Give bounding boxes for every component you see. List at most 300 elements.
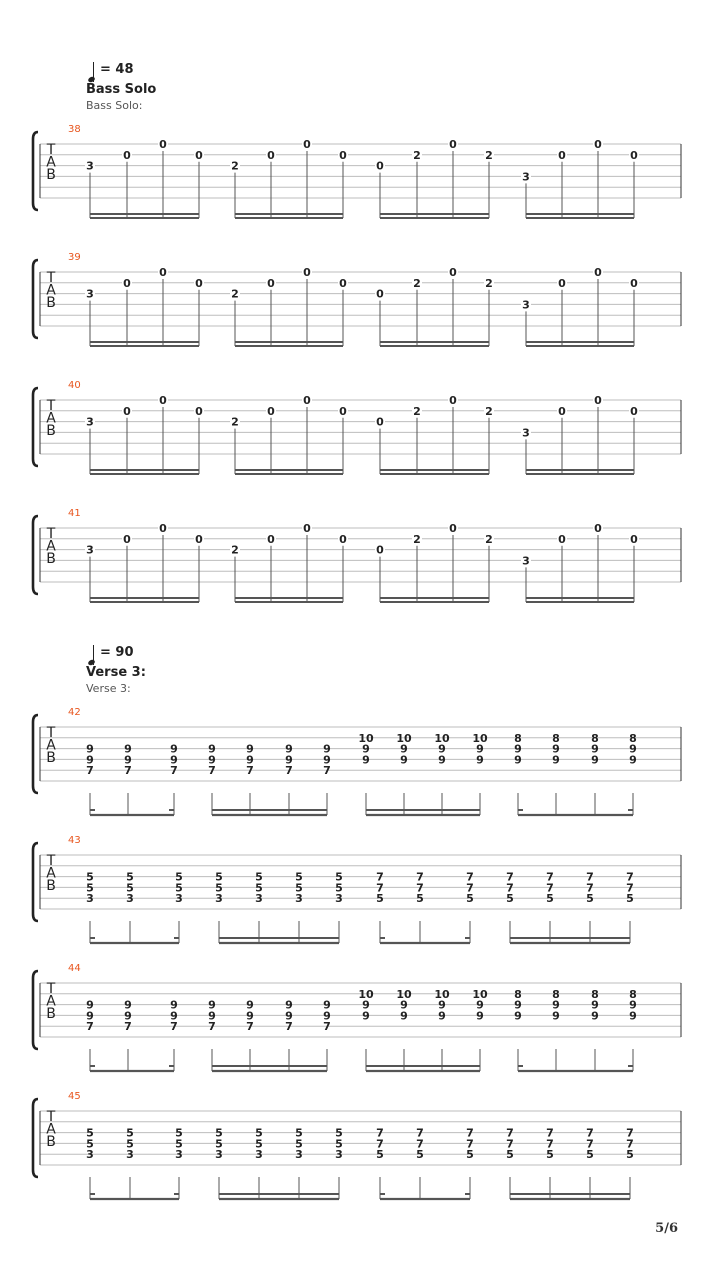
beam-group bbox=[208, 743, 331, 815]
fret-number: 7 bbox=[170, 764, 178, 778]
fret-number: 5 bbox=[295, 881, 303, 895]
fret-number: 9 bbox=[438, 753, 446, 767]
fret-number: 7 bbox=[208, 764, 216, 778]
fret-number: 3 bbox=[522, 554, 530, 568]
beam-group bbox=[86, 871, 183, 943]
fret-number: 3 bbox=[126, 1148, 134, 1162]
beam-group bbox=[86, 1127, 183, 1199]
beam-group bbox=[230, 138, 348, 218]
beam-group bbox=[86, 743, 178, 815]
fret-number: 3 bbox=[175, 1148, 183, 1162]
fret-number: 5 bbox=[86, 1137, 94, 1151]
beam-group bbox=[375, 266, 494, 346]
fret-number: 3 bbox=[255, 892, 263, 906]
fret-number: 9 bbox=[323, 753, 331, 767]
fret-number: 9 bbox=[362, 1009, 370, 1023]
fret-number: 3 bbox=[86, 415, 94, 429]
fret-number: 9 bbox=[124, 1009, 132, 1023]
system-bracket bbox=[33, 1099, 38, 1177]
fret-number: 7 bbox=[416, 1137, 424, 1151]
fret-number: 3 bbox=[215, 1148, 223, 1162]
section-title: Verse 3: bbox=[86, 665, 146, 680]
fret-number: 3 bbox=[522, 426, 530, 440]
fret-number: 7 bbox=[124, 1020, 132, 1034]
fret-number: 9 bbox=[124, 753, 132, 767]
fret-number: 7 bbox=[466, 870, 474, 884]
fret-number: 5 bbox=[416, 892, 424, 906]
fret-number: 9 bbox=[86, 998, 94, 1012]
fret-number: 9 bbox=[591, 753, 599, 767]
fret-number: 9 bbox=[514, 998, 522, 1012]
fret-number: 9 bbox=[400, 753, 408, 767]
system-bracket bbox=[33, 715, 38, 793]
fret-number: 0 bbox=[303, 266, 311, 279]
fret-number: 0 bbox=[376, 287, 384, 301]
fret-number: 9 bbox=[362, 742, 370, 756]
beam-group bbox=[208, 999, 331, 1071]
fret-number: 0 bbox=[339, 148, 347, 162]
beam-group bbox=[85, 138, 204, 218]
fret-number: 5 bbox=[175, 870, 183, 884]
fret-number: 10 bbox=[358, 987, 374, 1001]
fret-number: 9 bbox=[552, 998, 560, 1012]
tab-clef-letter: A bbox=[46, 154, 56, 171]
fret-number: 7 bbox=[376, 881, 384, 895]
fret-number: 3 bbox=[86, 287, 94, 301]
tab-system bbox=[33, 380, 681, 474]
tab-clef-letter: B bbox=[46, 750, 56, 766]
fret-number: 9 bbox=[476, 1009, 484, 1023]
fret-number: 7 bbox=[586, 881, 594, 895]
fret-number: 0 bbox=[123, 276, 131, 290]
fret-number: 7 bbox=[506, 1137, 514, 1151]
fret-number: 0 bbox=[123, 148, 131, 162]
beam-group bbox=[215, 871, 343, 943]
fret-number: 7 bbox=[626, 881, 634, 895]
beam-group bbox=[358, 732, 488, 815]
fret-number: 9 bbox=[552, 742, 560, 756]
fret-number: 5 bbox=[126, 870, 134, 884]
fret-number: 9 bbox=[476, 742, 484, 756]
fret-number: 0 bbox=[195, 148, 203, 162]
fret-number: 0 bbox=[159, 266, 167, 279]
tab-clef-letter: T bbox=[46, 142, 56, 158]
fret-number: 9 bbox=[246, 742, 254, 756]
beam-group bbox=[514, 988, 637, 1071]
fret-number: 3 bbox=[86, 543, 94, 557]
tab-system bbox=[33, 508, 681, 602]
fret-number: 7 bbox=[86, 1020, 94, 1034]
beam-group bbox=[85, 522, 204, 602]
fret-number: 7 bbox=[285, 1020, 293, 1034]
fret-number: 9 bbox=[208, 742, 216, 756]
fret-number: 9 bbox=[514, 1009, 522, 1023]
fret-number: 10 bbox=[472, 731, 488, 745]
fret-number: 0 bbox=[558, 276, 566, 290]
tab-clef-letter: A bbox=[46, 737, 56, 754]
fret-number: 3 bbox=[255, 1148, 263, 1162]
fret-number: 9 bbox=[170, 998, 178, 1012]
beam-group bbox=[521, 394, 639, 474]
fret-number: 0 bbox=[339, 532, 347, 546]
fret-number: 9 bbox=[591, 1009, 599, 1023]
beam-group bbox=[230, 266, 348, 346]
fret-number: 0 bbox=[267, 532, 275, 546]
fret-number: 5 bbox=[335, 870, 343, 884]
beam-group bbox=[521, 522, 639, 602]
fret-number: 9 bbox=[476, 998, 484, 1012]
fret-number: 7 bbox=[208, 1020, 216, 1034]
tab-clef-letter: A bbox=[46, 993, 56, 1010]
fret-number: 9 bbox=[362, 753, 370, 767]
beam-group bbox=[375, 394, 494, 474]
fret-number: 5 bbox=[546, 892, 554, 906]
fret-number: 8 bbox=[552, 731, 560, 745]
fret-number: 9 bbox=[170, 742, 178, 756]
fret-number: 9 bbox=[86, 1009, 94, 1023]
fret-number: 5 bbox=[295, 1126, 303, 1140]
fret-number: 5 bbox=[335, 1126, 343, 1140]
fret-number: 0 bbox=[159, 522, 167, 535]
fret-number: 10 bbox=[434, 731, 450, 745]
tab-clef-letter: B bbox=[46, 1134, 56, 1150]
fret-number: 9 bbox=[208, 1009, 216, 1023]
fret-number: 0 bbox=[376, 415, 384, 429]
fret-number: 8 bbox=[514, 987, 522, 1001]
fret-number: 7 bbox=[506, 870, 514, 884]
fret-number: 9 bbox=[438, 1009, 446, 1023]
fret-number: 5 bbox=[86, 870, 94, 884]
fret-number: 0 bbox=[303, 394, 311, 407]
fret-number: 3 bbox=[86, 892, 94, 906]
fret-number: 5 bbox=[376, 892, 384, 906]
tab-clef-letter: T bbox=[46, 853, 56, 869]
tab-clef-letter: B bbox=[46, 878, 56, 894]
fret-number: 9 bbox=[170, 1009, 178, 1023]
fret-number: 7 bbox=[546, 1126, 554, 1140]
beam-group bbox=[376, 871, 474, 943]
tab-clef-letter: B bbox=[46, 1006, 56, 1022]
fret-number: 5 bbox=[86, 1126, 94, 1140]
fret-number: 0 bbox=[630, 276, 638, 290]
system-bracket bbox=[33, 843, 38, 921]
fret-number: 9 bbox=[514, 742, 522, 756]
beam-group bbox=[376, 1127, 474, 1199]
fret-number: 8 bbox=[629, 987, 637, 1001]
measure-number: 42 bbox=[68, 707, 81, 718]
fret-number: 2 bbox=[485, 276, 493, 290]
fret-number: 9 bbox=[629, 1009, 637, 1023]
fret-number: 7 bbox=[466, 881, 474, 895]
tab-clef-letter: A bbox=[46, 282, 56, 299]
tab-clef-letter: B bbox=[46, 423, 56, 439]
fret-number: 2 bbox=[413, 532, 421, 546]
fret-number: 0 bbox=[303, 138, 311, 151]
beam-group bbox=[506, 1127, 634, 1199]
fret-number: 8 bbox=[514, 731, 522, 745]
fret-number: 9 bbox=[86, 742, 94, 756]
fret-number: 3 bbox=[295, 1148, 303, 1162]
fret-number: 5 bbox=[215, 1126, 223, 1140]
fret-number: 3 bbox=[175, 892, 183, 906]
fret-number: 9 bbox=[86, 753, 94, 767]
fret-number: 5 bbox=[466, 1148, 474, 1162]
fret-number: 10 bbox=[396, 731, 412, 745]
fret-number: 9 bbox=[438, 998, 446, 1012]
system-bracket bbox=[33, 388, 38, 466]
fret-number: 7 bbox=[506, 1126, 514, 1140]
fret-number: 0 bbox=[558, 404, 566, 418]
fret-number: 8 bbox=[552, 987, 560, 1001]
system-bracket bbox=[33, 260, 38, 338]
fret-number: 5 bbox=[546, 1148, 554, 1162]
fret-number: 9 bbox=[285, 1009, 293, 1023]
fret-number: 9 bbox=[285, 998, 293, 1012]
measure-number: 38 bbox=[68, 124, 81, 135]
fret-number: 5 bbox=[626, 892, 634, 906]
fret-number: 5 bbox=[255, 870, 263, 884]
fret-number: 5 bbox=[506, 1148, 514, 1162]
fret-number: 5 bbox=[335, 1137, 343, 1151]
fret-number: 2 bbox=[231, 159, 239, 173]
beam-group bbox=[375, 522, 494, 602]
fret-number: 9 bbox=[246, 998, 254, 1012]
fret-number: 9 bbox=[400, 742, 408, 756]
fret-number: 5 bbox=[175, 1137, 183, 1151]
beam-group bbox=[375, 138, 494, 218]
beam-group bbox=[514, 732, 637, 815]
fret-number: 2 bbox=[231, 543, 239, 557]
fret-number: 8 bbox=[591, 987, 599, 1001]
fret-number: 2 bbox=[485, 532, 493, 546]
fret-number: 9 bbox=[124, 742, 132, 756]
fret-number: 7 bbox=[246, 764, 254, 778]
fret-number: 9 bbox=[285, 753, 293, 767]
fret-number: 0 bbox=[303, 522, 311, 535]
fret-number: 10 bbox=[396, 987, 412, 1001]
fret-number: 0 bbox=[558, 532, 566, 546]
fret-number: 5 bbox=[295, 1137, 303, 1151]
fret-number: 3 bbox=[295, 892, 303, 906]
fret-number: 0 bbox=[594, 138, 602, 151]
fret-number: 10 bbox=[358, 731, 374, 745]
tab-system bbox=[33, 1091, 681, 1199]
fret-number: 0 bbox=[159, 394, 167, 407]
fret-number: 7 bbox=[586, 1137, 594, 1151]
fret-number: 3 bbox=[335, 892, 343, 906]
tab-clef-letter: T bbox=[46, 1109, 56, 1125]
fret-number: 9 bbox=[246, 753, 254, 767]
fret-number: 0 bbox=[449, 266, 457, 279]
system-bracket bbox=[33, 132, 38, 210]
fret-number: 0 bbox=[594, 394, 602, 407]
beam-group bbox=[86, 999, 178, 1071]
measure-number: 39 bbox=[68, 252, 81, 263]
fret-number: 9 bbox=[591, 742, 599, 756]
fret-number: 0 bbox=[449, 522, 457, 535]
fret-number: 5 bbox=[376, 1148, 384, 1162]
fret-number: 8 bbox=[629, 731, 637, 745]
measure-number: 41 bbox=[68, 508, 81, 519]
fret-number: 5 bbox=[586, 892, 594, 906]
fret-number: 5 bbox=[215, 1137, 223, 1151]
fret-number: 0 bbox=[123, 532, 131, 546]
beam-group bbox=[215, 1127, 343, 1199]
fret-number: 9 bbox=[323, 742, 331, 756]
fret-number: 9 bbox=[208, 998, 216, 1012]
fret-number: 5 bbox=[86, 881, 94, 895]
fret-number: 5 bbox=[255, 881, 263, 895]
fret-number: 3 bbox=[126, 892, 134, 906]
fret-number: 7 bbox=[416, 870, 424, 884]
fret-number: 0 bbox=[376, 543, 384, 557]
tab-system bbox=[33, 963, 681, 1071]
fret-number: 7 bbox=[416, 1126, 424, 1140]
fret-number: 9 bbox=[170, 753, 178, 767]
fret-number: 5 bbox=[506, 892, 514, 906]
tab-system bbox=[33, 124, 681, 218]
fret-number: 5 bbox=[255, 1126, 263, 1140]
fret-number: 7 bbox=[246, 1020, 254, 1034]
fret-number: 9 bbox=[323, 1009, 331, 1023]
tab-clef-letter: T bbox=[46, 398, 56, 414]
measure-number: 40 bbox=[68, 380, 81, 391]
tab-clef-letter: T bbox=[46, 526, 56, 542]
system-bracket bbox=[33, 971, 38, 1049]
fret-number: 7 bbox=[466, 1137, 474, 1151]
tab-clef-letter: T bbox=[46, 981, 56, 997]
fret-number: 9 bbox=[362, 998, 370, 1012]
fret-number: 7 bbox=[323, 764, 331, 778]
fret-number: 0 bbox=[339, 276, 347, 290]
fret-number: 2 bbox=[485, 148, 493, 162]
fret-number: 0 bbox=[558, 148, 566, 162]
fret-number: 3 bbox=[86, 1148, 94, 1162]
fret-number: 0 bbox=[594, 266, 602, 279]
section-subtitle: Verse 3: bbox=[86, 682, 131, 695]
tab-clef-letter: B bbox=[46, 295, 56, 311]
tab-system bbox=[33, 252, 681, 346]
section-title: Bass Solo bbox=[86, 82, 157, 97]
fret-number: 9 bbox=[208, 753, 216, 767]
fret-number: 2 bbox=[413, 276, 421, 290]
fret-number: 7 bbox=[546, 1137, 554, 1151]
fret-number: 5 bbox=[126, 1126, 134, 1140]
fret-number: 0 bbox=[630, 532, 638, 546]
tempo-value: = 48 bbox=[100, 62, 134, 77]
fret-number: 9 bbox=[629, 998, 637, 1012]
section-subtitle: Bass Solo: bbox=[86, 99, 143, 112]
fret-number: 8 bbox=[591, 731, 599, 745]
fret-number: 7 bbox=[376, 870, 384, 884]
fret-number: 7 bbox=[323, 1020, 331, 1034]
beam-group bbox=[85, 394, 204, 474]
fret-number: 3 bbox=[215, 892, 223, 906]
measure-number: 45 bbox=[68, 1091, 81, 1102]
fret-number: 5 bbox=[175, 881, 183, 895]
fret-number: 0 bbox=[195, 404, 203, 418]
fret-number: 9 bbox=[552, 1009, 560, 1023]
measure-number: 43 bbox=[68, 835, 81, 846]
beam-group bbox=[230, 394, 348, 474]
tab-clef-letter: B bbox=[46, 551, 56, 567]
fret-number: 7 bbox=[546, 870, 554, 884]
fret-number: 2 bbox=[413, 404, 421, 418]
fret-number: 9 bbox=[400, 998, 408, 1012]
fret-number: 7 bbox=[285, 764, 293, 778]
fret-number: 9 bbox=[400, 1009, 408, 1023]
fret-number: 5 bbox=[215, 870, 223, 884]
fret-number: 5 bbox=[586, 1148, 594, 1162]
fret-number: 0 bbox=[630, 148, 638, 162]
fret-number: 9 bbox=[591, 998, 599, 1012]
fret-number: 2 bbox=[413, 148, 421, 162]
fret-number: 0 bbox=[195, 276, 203, 290]
fret-number: 0 bbox=[267, 404, 275, 418]
fret-number: 7 bbox=[626, 870, 634, 884]
fret-number: 5 bbox=[126, 881, 134, 895]
fret-number: 7 bbox=[376, 1126, 384, 1140]
beam-group bbox=[521, 266, 639, 346]
fret-number: 7 bbox=[124, 764, 132, 778]
fret-number: 2 bbox=[231, 287, 239, 301]
fret-number: 9 bbox=[285, 742, 293, 756]
fret-number: 5 bbox=[255, 1137, 263, 1151]
fret-number: 3 bbox=[335, 1148, 343, 1162]
fret-number: 9 bbox=[438, 742, 446, 756]
fret-number: 7 bbox=[626, 1137, 634, 1151]
fret-number: 5 bbox=[626, 1148, 634, 1162]
fret-number: 0 bbox=[267, 148, 275, 162]
fret-number: 0 bbox=[267, 276, 275, 290]
system-bracket bbox=[33, 516, 38, 594]
tab-clef-letter: A bbox=[46, 1121, 56, 1138]
fret-number: 7 bbox=[170, 1020, 178, 1034]
fret-number: 7 bbox=[416, 881, 424, 895]
fret-number: 0 bbox=[195, 532, 203, 546]
fret-number: 0 bbox=[594, 522, 602, 535]
tab-clef-letter: B bbox=[46, 167, 56, 183]
fret-number: 2 bbox=[485, 404, 493, 418]
tab-system bbox=[33, 835, 681, 943]
fret-number: 0 bbox=[159, 138, 167, 151]
fret-number: 0 bbox=[339, 404, 347, 418]
fret-number: 7 bbox=[86, 764, 94, 778]
beam-group bbox=[521, 138, 639, 218]
fret-number: 7 bbox=[586, 870, 594, 884]
fret-number: 9 bbox=[246, 1009, 254, 1023]
tempo-value: = 90 bbox=[100, 645, 134, 660]
fret-number: 0 bbox=[449, 138, 457, 151]
fret-number: 9 bbox=[514, 753, 522, 767]
tab-clef-letter: T bbox=[46, 725, 56, 741]
tab-clef-letter: T bbox=[46, 270, 56, 286]
tab-system bbox=[33, 707, 681, 815]
fret-number: 9 bbox=[629, 742, 637, 756]
fret-number: 9 bbox=[476, 753, 484, 767]
fret-number: 7 bbox=[506, 881, 514, 895]
tab-clef-letter: A bbox=[46, 410, 56, 427]
fret-number: 3 bbox=[522, 170, 530, 184]
tab-clef-letter: A bbox=[46, 865, 56, 882]
beam-group bbox=[230, 522, 348, 602]
fret-number: 7 bbox=[626, 1126, 634, 1140]
fret-number: 5 bbox=[295, 870, 303, 884]
beam-group bbox=[506, 871, 634, 943]
tab-clef-letter: A bbox=[46, 538, 56, 555]
fret-number: 5 bbox=[215, 881, 223, 895]
fret-number: 5 bbox=[335, 881, 343, 895]
